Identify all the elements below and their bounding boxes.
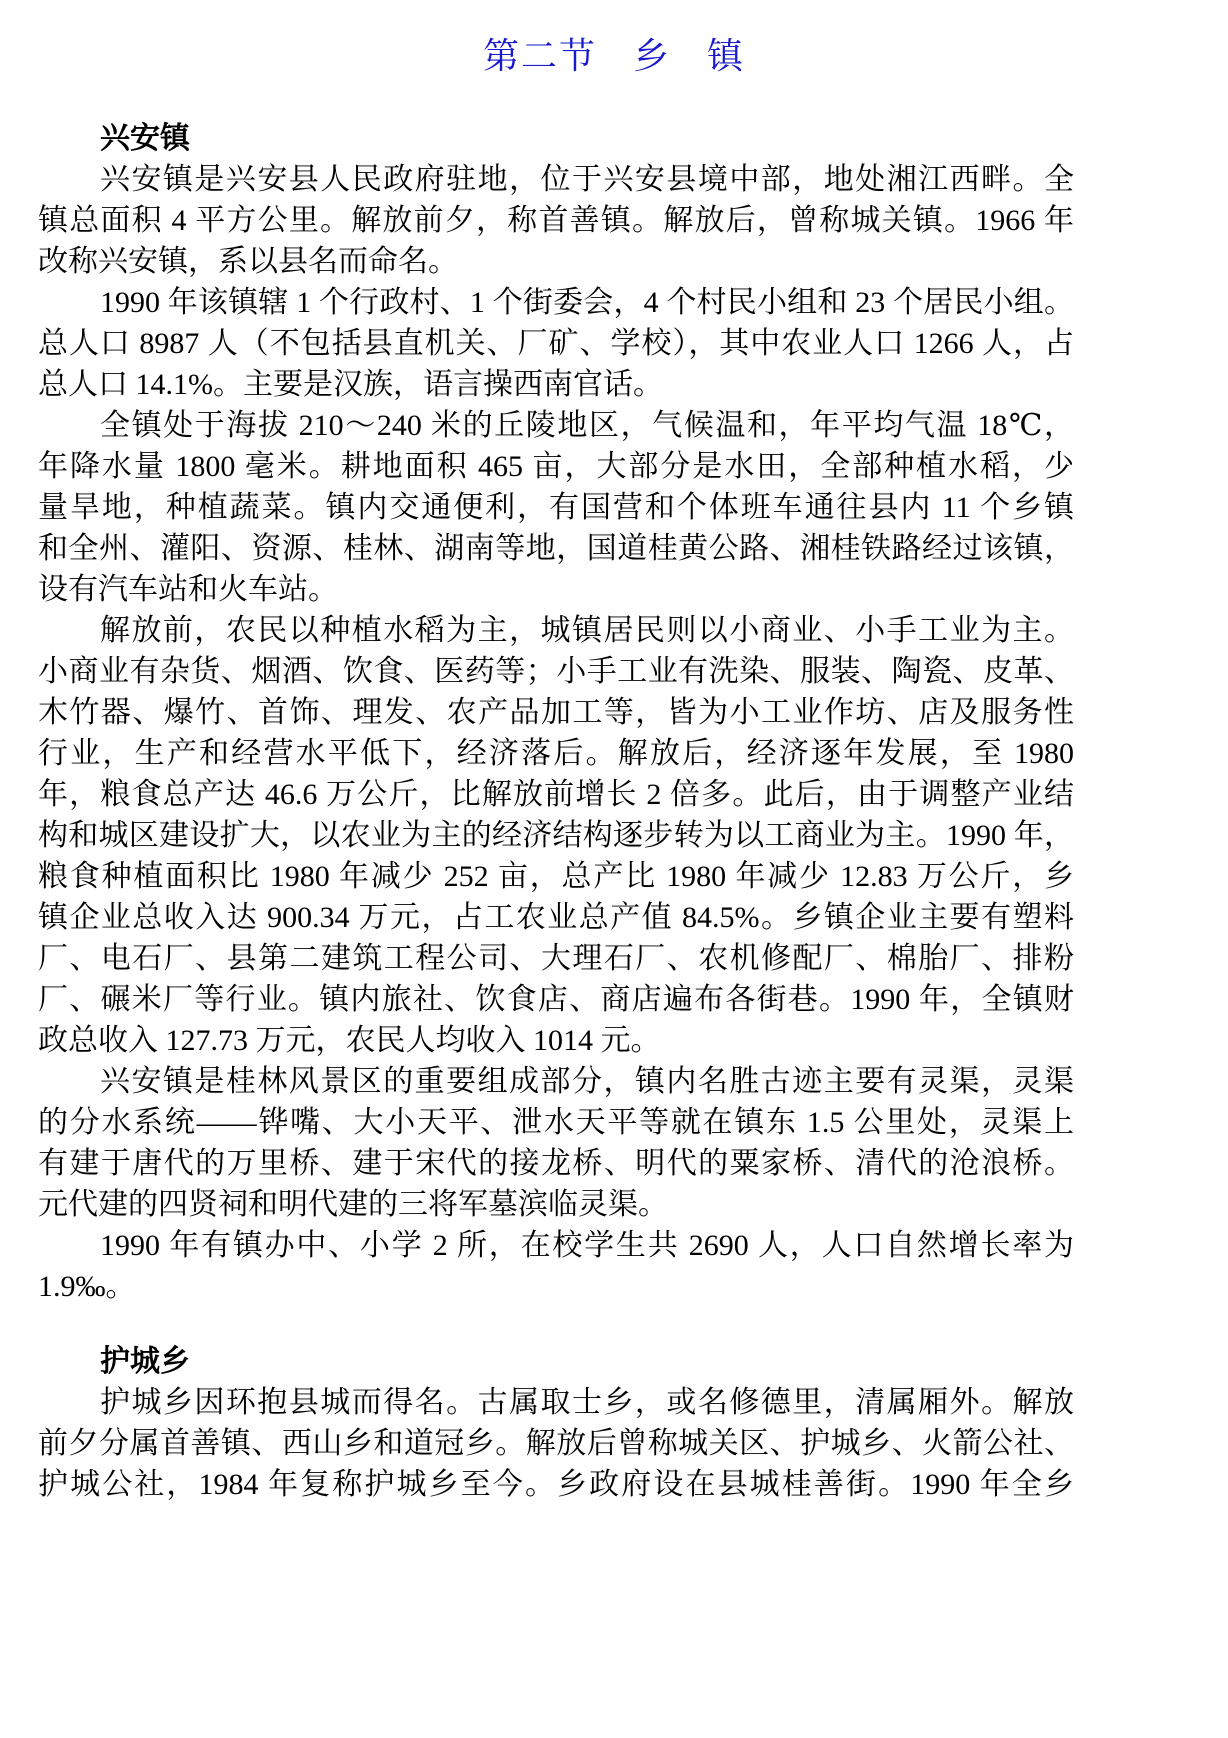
text-line: 护城公社，1984 年复称护城乡至今。乡政府设在县城桂善街。1990 年全乡 bbox=[38, 1468, 1074, 1501]
text-line: 量旱地，种植蔬菜。镇内交通便利，有国营和个体班车通往县内 11 个乡镇 bbox=[38, 491, 1074, 524]
text-line: 行业，生产和经营水平低下，经济落后。解放后，经济逐年发展，至 1980 bbox=[38, 737, 1074, 770]
text-line: 设有汽车站和火车站。 bbox=[38, 573, 338, 606]
text-line: 有建于唐代的万里桥、建于宋代的接龙桥、明代的粟家桥、清代的沧浪桥。 bbox=[38, 1147, 1074, 1180]
section-spacer bbox=[38, 1307, 1074, 1341]
text-line: 年降水量 1800 毫米。耕地面积 465 亩，大部分是水田，全部种植水稻，少 bbox=[38, 450, 1074, 483]
text-line: 木竹器、爆竹、首饰、理发、农产品加工等，皆为小工业作坊、店及服务性 bbox=[38, 696, 1074, 729]
text-line: 总人口 14.1%。主要是汉族，语言操西南官话。 bbox=[38, 368, 663, 401]
text-line: 的分水系统——铧嘴、大小天平、泄水天平等就在镇东 1.5 公里处，灵渠上 bbox=[38, 1106, 1074, 1139]
text-line: 和全州、灌阳、资源、桂林、湖南等地，国道桂黄公路、湘桂铁路经过该镇， bbox=[38, 532, 1074, 565]
section-title-word-2: 镇 bbox=[707, 36, 746, 76]
subsection-xingan-text bbox=[38, 159, 1074, 1307]
text-line: 全镇处于海拔 210～240 米的丘陵地区，气候温和，年平均气温 18℃， bbox=[100, 409, 1074, 442]
text-line: 粮食种植面积比 1980 年减少 252 亩，总产比 1980 年减少 12.83 万公斤，乡 bbox=[38, 860, 1074, 893]
subsection-heading-hucheng: 护城乡 bbox=[100, 1345, 190, 1378]
text-line: 前夕分属首善镇、西山乡和道冠乡。解放后曾称城关区、护城乡、火箭公社、 bbox=[38, 1427, 1074, 1460]
text-line: 改称兴安镇，系以县名而命名。 bbox=[38, 245, 458, 278]
text-line: 厂、碾米厂等行业。镇内旅社、饮食店、商店遍布各街巷。1990 年，全镇财 bbox=[38, 983, 1074, 1016]
text-line: 镇总面积 4 平方公里。解放前夕，称首善镇。解放后，曾称城关镇。1966 年 bbox=[38, 204, 1074, 237]
text-line: 构和城区建设扩大，以农业为主的经济结构逐步转为以工商业为主。1990 年， bbox=[38, 819, 1074, 852]
text-line: 兴安镇是兴安县人民政府驻地，位于兴安县境中部，地处湘江西畔。全 bbox=[100, 163, 1074, 196]
subsection-heading-xingan: 兴安镇 bbox=[100, 122, 190, 155]
section-title-number: 第二节 bbox=[482, 36, 597, 76]
text-line: 厂、电石厂、县第二建筑工程公司、大理石厂、农机修配厂、棉胎厂、排粉 bbox=[38, 942, 1074, 975]
text-line: 总人口 8987 人（不包括县直机关、厂矿、学校），其中农业人口 1266 人，占 bbox=[38, 327, 1074, 360]
text-line: 解放前，农民以种植水稻为主，城镇居民则以小商业、小手工业为主。 bbox=[100, 614, 1074, 647]
text-line: 1.9‰。 bbox=[38, 1270, 136, 1303]
text-line: 年，粮食总产达 46.6 万公斤，比解放前增长 2 倍多。此后，由于调整产业结 bbox=[38, 778, 1074, 811]
document-body bbox=[38, 118, 1074, 1505]
text-line: 元代建的四贤祠和明代建的三将军墓滨临灵渠。 bbox=[38, 1188, 668, 1221]
section-title-word-1: 乡 bbox=[632, 36, 671, 76]
section-title bbox=[0, 32, 1228, 80]
text-line: 护城乡因环抱县城而得名。古属取士乡，或名修德里，清属厢外。解放 bbox=[100, 1386, 1074, 1419]
text-line: 政总收入 127.73 万元，农民人均收入 1014 元。 bbox=[38, 1024, 661, 1057]
subsection-hucheng-text bbox=[38, 1382, 1074, 1505]
text-line: 1990 年有镇办中、小学 2 所，在校学生共 2690 人，人口自然增长率为 bbox=[100, 1229, 1074, 1262]
text-line: 1990 年该镇辖 1 个行政村、1 个街委会，4 个村民小组和 23 个居民小组。 bbox=[100, 286, 1074, 319]
text-line: 兴安镇是桂林风景区的重要组成部分，镇内名胜古迹主要有灵渠，灵渠 bbox=[100, 1065, 1074, 1098]
text-line: 镇企业总收入达 900.34 万元，占工农业总产值 84.5%。乡镇企业主要有塑料 bbox=[38, 901, 1074, 934]
text-line: 小商业有杂货、烟酒、饮食、医药等；小手工业有洗染、服装、陶瓷、皮革、 bbox=[38, 655, 1074, 688]
